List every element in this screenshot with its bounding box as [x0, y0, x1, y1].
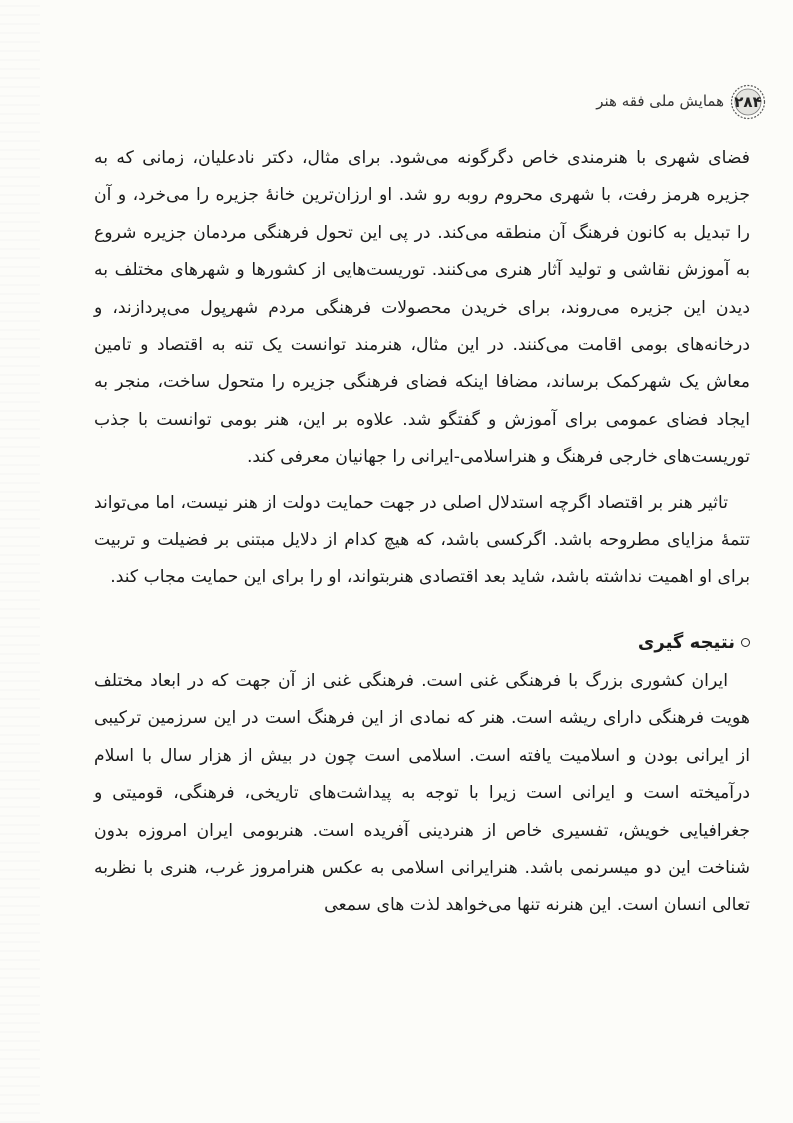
scan-margin — [0, 0, 40, 1123]
section-heading-text: نتیجه گیری — [637, 631, 735, 653]
section-heading — [94, 623, 750, 663]
paragraph: ایران کشوری بزرگ با فرهنگی غنی است. فرهنگی غنی از آن جهت که در ابعاد مختلف هویت فرهنگی دارای ریشه است. هنر که نمادی از این فرهنگ است در این سرزمین ترکیبی از ایرانی بودن و اسلامیت یافته است. اسلامی است چون در بیش از هزار سال با اسلام درآمیخته است و ایرانی است زیرا با توجه به پیداشت‌های تاریخی، فرهنگی، قومیتی و جغرافیایی خویش، تفسیری خاص از هنردینی آفریده است. هنربومی ایران امروزه بدون شناخت این دو میسرنمی باشد. هنرایرانی اسلامی به عکس هنرامروز غرب، هنری با نظربه تعالی انسان است. این هنرنه تنها می‌خواهد لذت های سمعی — [94, 670, 750, 916]
running-title: همایش ملی فقه هنر — [596, 92, 724, 110]
body-text — [94, 140, 750, 925]
paragraph: تاثیر هنر بر اقتصاد اگرچه استدلال اصلی در جهت حمایت دولت از هنر نیست، اما می‌تواند تتمهٔ مزایای مطروحه باشد. اگرکسی باشد، که هیچ کدام از دلایل مبتنی بر فضیلت و تربیت برای او اهمیت نداشته باشد، شاید بعد اقتصادی هنربتواند، او را برای این حمایت مجاب کند. — [94, 492, 750, 588]
circle-bullet-icon — [741, 638, 750, 647]
page-header — [380, 84, 766, 124]
page-number: ۲۸۴ — [734, 93, 762, 111]
paragraph: فضای شهری با هنرمندی خاص دگرگونه می‌شود. برای مثال، دکتر نادعلیان، زمانی که به جزیره هرمز رفت، با شهری محروم روبه رو شد. او ارزان‌ترین خانهٔ جزیره را می‌خرد، و آن را تبدیل به کانون فرهنگ آن منطقه می‌کند. در پی این تحول فرهنگی مردمان جزیره شروع به آموزش نقاشی و تولید آثار هنری می‌کنند. توریست‌هایی از کشورها و شهرهای مختلف به دیدن این جزیره می‌روند، برای خریدن محصولات فرهنگی مردم شهرپول می‌پردازند، و درخانه‌های بومی اقامت می‌کنند. در این مثال، هنرمند توانست یک تنه به اقتصاد و تامین معاش یک شهرکمک برساند، مضافا اینکه فضای فرهنگی جزیره را متحول ساخت، منجر به ایجاد فضای عمومی برای آموزش و گفتگو شد. علاوه بر این، هنر بومی توانست با جذب توریست‌های خارجی فرهنگ و هنراسلامی-ایرانی را جهانیان معرفی کند. — [94, 148, 750, 468]
